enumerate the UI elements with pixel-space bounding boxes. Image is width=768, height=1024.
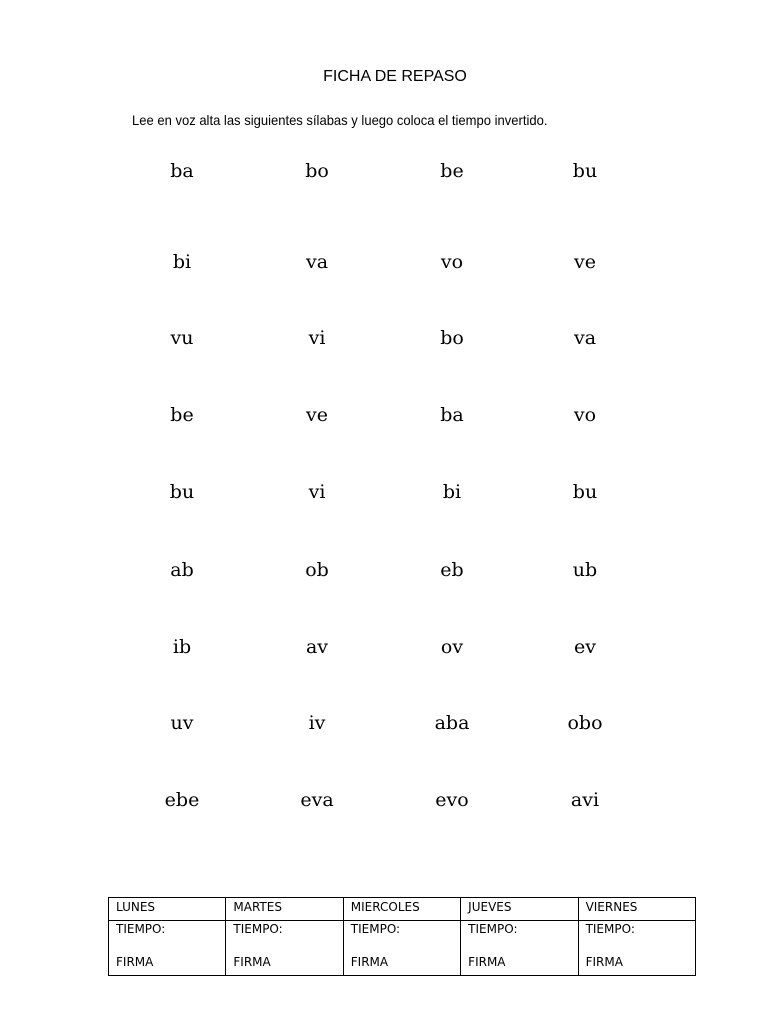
syllable: va xyxy=(573,327,597,349)
syllable-row xyxy=(0,477,768,507)
syllable: bi xyxy=(172,251,192,273)
time-label: TIEMPO: xyxy=(233,922,283,936)
time-signature-cell xyxy=(226,921,343,976)
syllable: bu xyxy=(169,481,195,503)
worksheet-title: FICHA DE REPASO xyxy=(323,68,467,85)
syllable-row xyxy=(0,400,768,430)
time-label: TIEMPO: xyxy=(116,922,166,936)
syllable: be xyxy=(440,160,464,182)
signature-label: FIRMA xyxy=(468,955,506,969)
syllable-row xyxy=(0,247,768,277)
time-signature-cell xyxy=(109,921,226,976)
syllable: ve xyxy=(574,251,596,273)
weekly-timesheet-table xyxy=(108,897,696,976)
syllable: evo xyxy=(435,789,469,811)
time-signature-cell xyxy=(461,921,578,976)
syllable: vi xyxy=(308,481,326,503)
syllable: eva xyxy=(300,789,334,811)
signature-label: FIRMA xyxy=(585,955,623,969)
syllable: ab xyxy=(170,559,194,581)
time-signature-row xyxy=(109,921,696,976)
signature-label: FIRMA xyxy=(350,955,389,969)
time-label: TIEMPO: xyxy=(468,922,518,936)
syllable: av xyxy=(305,636,329,658)
time-label: TIEMPO: xyxy=(585,922,635,936)
syllable: ba xyxy=(170,160,194,182)
syllable: bu xyxy=(572,481,598,503)
syllable: ebe xyxy=(164,789,200,811)
day-header: MARTES xyxy=(226,898,343,921)
syllable-row xyxy=(0,323,768,353)
time-label: TIEMPO: xyxy=(350,922,401,936)
syllable: iv xyxy=(308,712,326,734)
signature-label: FIRMA xyxy=(116,955,154,969)
syllable: ve xyxy=(306,404,328,426)
syllable: ob xyxy=(305,559,329,581)
syllable: ov xyxy=(440,636,464,658)
day-header: MIERCOLES xyxy=(343,898,460,921)
syllable: bi xyxy=(442,481,462,503)
time-signature-cell xyxy=(578,921,695,976)
syllable: eb xyxy=(440,559,464,581)
syllable: vu xyxy=(170,327,194,349)
day-header: JUEVES xyxy=(461,898,578,921)
syllable: ba xyxy=(440,404,464,426)
syllable: bu xyxy=(572,160,598,182)
syllable-row xyxy=(0,555,768,585)
syllable: vi xyxy=(308,327,326,349)
syllable: va xyxy=(305,251,329,273)
day-header: VIERNES xyxy=(578,898,695,921)
syllable: be xyxy=(170,404,194,426)
syllable: avi xyxy=(570,789,600,811)
syllable-row xyxy=(0,785,768,815)
syllable: aba xyxy=(434,712,470,734)
time-signature-cell xyxy=(343,921,460,976)
days-header-row xyxy=(109,898,696,921)
day-header: LUNES xyxy=(109,898,226,921)
syllable-row xyxy=(0,632,768,662)
syllable-row xyxy=(0,156,768,186)
syllable: obo xyxy=(567,712,603,734)
instructions-text: Lee en voz alta las siguientes sílabas y luego coloca el tiempo invertido. xyxy=(132,112,548,128)
syllable: ub xyxy=(572,559,598,581)
syllable: ib xyxy=(172,636,192,658)
syllable: bo xyxy=(305,160,329,182)
signature-label: FIRMA xyxy=(233,955,271,969)
syllable: vo xyxy=(573,404,597,426)
syllable: uv xyxy=(170,712,194,734)
syllable-row xyxy=(0,708,768,738)
syllable: ev xyxy=(574,636,596,658)
syllable: bo xyxy=(440,327,464,349)
syllable: vo xyxy=(440,251,464,273)
